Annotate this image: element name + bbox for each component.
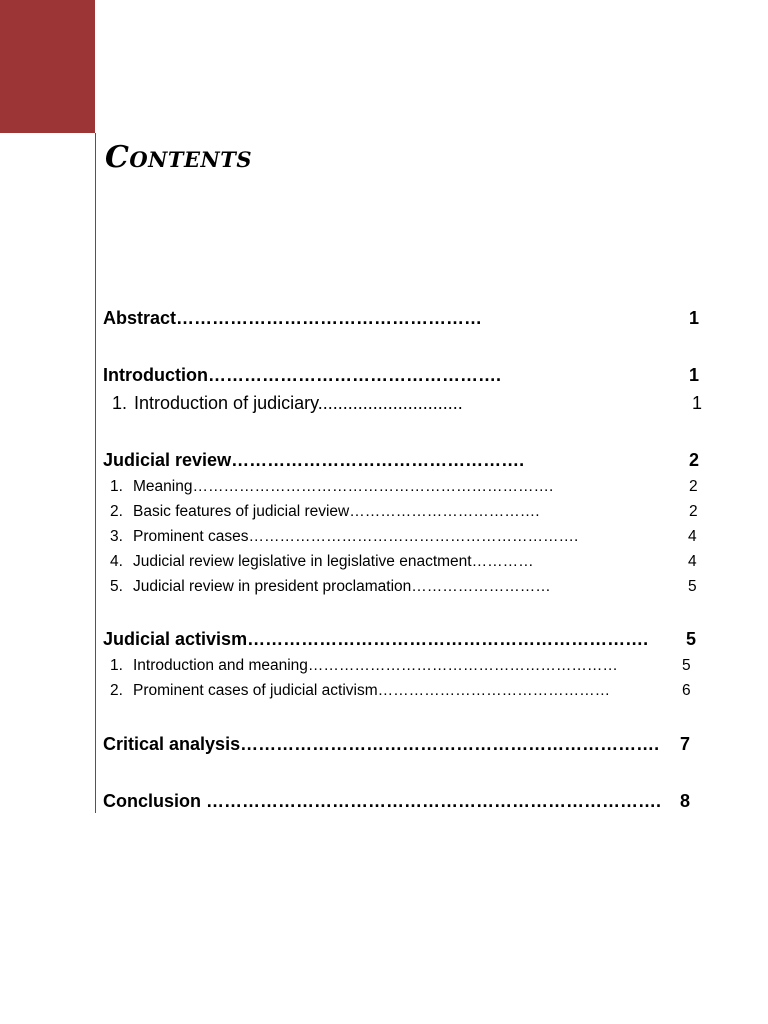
toc-subentry — [0, 574, 768, 600]
toc-entry-judicial-review — [0, 447, 768, 473]
toc-subentry-number: 3. — [110, 528, 123, 545]
toc-entry-page: 7 — [680, 734, 691, 754]
toc-entry-introduction — [0, 362, 768, 388]
toc-subentry-number: 2. — [110, 503, 123, 520]
toc-subentry-page: 1 — [692, 393, 703, 413]
toc-subentry-page: 5 — [682, 657, 691, 674]
toc-subentry — [0, 524, 768, 550]
toc-entry-title: Introduction…………………………………………. — [103, 365, 501, 385]
toc-entry-title: Conclusion …………………………………………………………………. — [103, 791, 661, 811]
toc-subentry-title: Introduction and meaning…………………………………………………… — [133, 657, 618, 674]
toc-subentry-number: 1. — [110, 478, 123, 495]
toc-subentry-title: Judicial review legislative in legislative enactment………… — [133, 553, 534, 570]
toc-subentry-title: Prominent cases of judicial activism……………………………………… — [133, 682, 611, 699]
toc-entry-judicial-activism — [0, 626, 768, 652]
toc-entry-title: Critical analysis……………………………………………………………. — [103, 734, 660, 754]
toc-subentry-number: 1. — [112, 393, 128, 413]
toc-entry-abstract — [0, 305, 768, 331]
toc-subentry-page: 4 — [688, 528, 697, 545]
toc-subentry-title: Judicial review in president proclamation……………………… — [133, 578, 551, 595]
toc-entry-page: 1 — [689, 365, 700, 385]
toc-subentry — [0, 653, 768, 679]
toc-entry-page: 5 — [686, 629, 697, 649]
toc-subentry-page: 5 — [688, 578, 697, 595]
toc-subentry — [0, 549, 768, 575]
toc-entry-page: 2 — [689, 450, 700, 470]
toc-subentry-title: Prominent cases………………………………………………………. — [133, 528, 579, 545]
toc-entry-page: 8 — [680, 791, 691, 811]
toc-subentry-page: 2 — [689, 503, 698, 520]
margin-rule — [95, 133, 96, 813]
toc-subentry-number: 2. — [110, 682, 123, 699]
toc-entry-page: 1 — [689, 308, 700, 328]
toc-subentry-title: Introduction of judiciary............................. — [134, 393, 463, 413]
accent-block — [0, 0, 95, 133]
toc-subentry — [0, 474, 768, 500]
toc-subentry-title: Basic features of judicial review………………………………. — [133, 503, 540, 520]
toc-subentry-page: 2 — [689, 478, 698, 495]
toc-subentry — [0, 499, 768, 525]
toc-subentry — [0, 390, 768, 416]
toc-subentry-page: 6 — [682, 682, 691, 699]
toc-subentry-number: 4. — [110, 553, 123, 570]
page-title: Contents — [105, 140, 252, 175]
toc-subentry — [0, 678, 768, 704]
toc-entry-title: Judicial activism…………………………………………………………. — [103, 629, 649, 649]
toc-entry-title: Judicial review…………………………………………. — [103, 450, 525, 470]
toc-entry-critical-analysis — [0, 731, 768, 757]
toc-subentry-title: Meaning……………………………………………………………. — [133, 478, 554, 495]
toc-subentry-number: 5. — [110, 578, 123, 595]
toc-subentry-number: 1. — [110, 657, 123, 674]
toc-entry-conclusion — [0, 788, 768, 814]
toc-subentry-page: 4 — [688, 553, 697, 570]
toc-entry-title: Abstract…………………………………………… — [103, 308, 483, 328]
